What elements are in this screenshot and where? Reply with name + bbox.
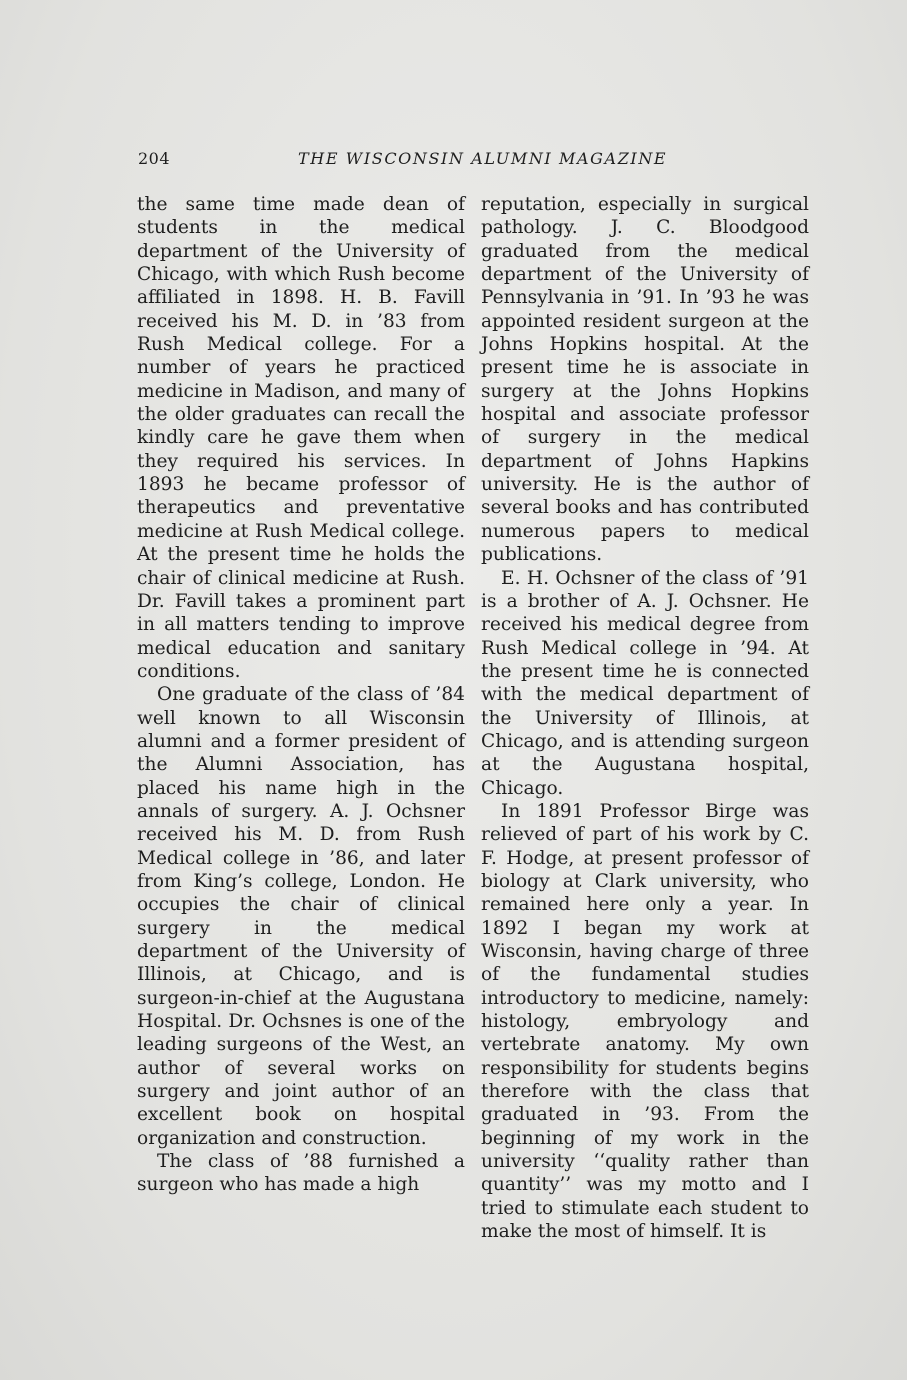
running-head (138, 149, 808, 171)
left-paragraph-3: The class of ’88 furnished a surgeon who has made a high (137, 1151, 465, 1196)
right-paragraph-1: reputation, especially in surgical pathology. J. C. Bloodgood graduated from the medical department of the University of Pennsylvania in ’91. In ’93 he was appointed resident surgeon at the Johns Hopkins hospital. At the present time he is associate in surgery at the Johns Hopkins hospital and associate professor of surgery in the medical department of Johns Hapkins university. He is the author of several books and has contributed numerous papers to medical publications. (481, 194, 809, 566)
left-paragraph-1: the same time made dean of students in the medical department of the University of Chicago, with which Rush become affiliated in 1898. H. B. Favill received his M. D. in ’83 from Rush Medical college. For a number of years he practiced medicine in Madison, and many of the older graduates can recall the kindly care he gave them when they required his services. In 1893 he became professor of therapeutics and preventative medicine at Rush Medical college. At the present time he holds the chair of clinical medicine at Rush. Dr. Favill takes a prominent part in all matters tending to improve medical education and sanitary conditions. (137, 194, 465, 682)
page-number: 204 (138, 149, 171, 168)
magazine-title: THE WISCONSIN ALUMNI MAGAZINE (298, 149, 668, 168)
right-paragraph-2: E. H. Ochsner of the class of ’91 is a brother of A. J. Ochsner. He received his medical degree from Rush Medical college in ’94. At the present time he is connected with the medical department of the University of Illinois, at Chicago, and is attending surgeon at the Augustana hospital, Chicago. (481, 567, 809, 799)
right-paragraph-3: In 1891 Professor Birge was relieved of part of his work by C. F. Hodge, at present professor of biology at Clark university, who remained here only a year. In 1892 I began my work at Wisconsin, having charge of three of the fundamental studies introductory to medicine, namely: histology, embryology and vertebrate anatomy. My own responsibility for students begins therefore with the class that graduated in ’93. From the beginning of my work in the university ‘‘quality rather than quantity’’ was my motto and I tried to stimulate each student to make the most of himself. It is (481, 800, 809, 1243)
left-paragraph-2: One graduate of the class of ’84 well known to all Wisconsin alumni and a former president of the Alumni Association, has placed his name high in the annals of surgery. A. J. Ochsner received his M. D. from Rush Medical college in ’86, and later from King’s college, London. He occupies the chair of clinical surgery in the medical department of the University of Illinois, at Chicago, and is surgeon-in-chief at the Augustana Hospital. Dr. Ochsnes is one of the leading surgeons of the West, an author of several works on surgery and joint author of an excellent book on hospital organization and construction. (137, 684, 465, 1149)
left-column (137, 193, 465, 1197)
right-column (481, 193, 809, 1243)
